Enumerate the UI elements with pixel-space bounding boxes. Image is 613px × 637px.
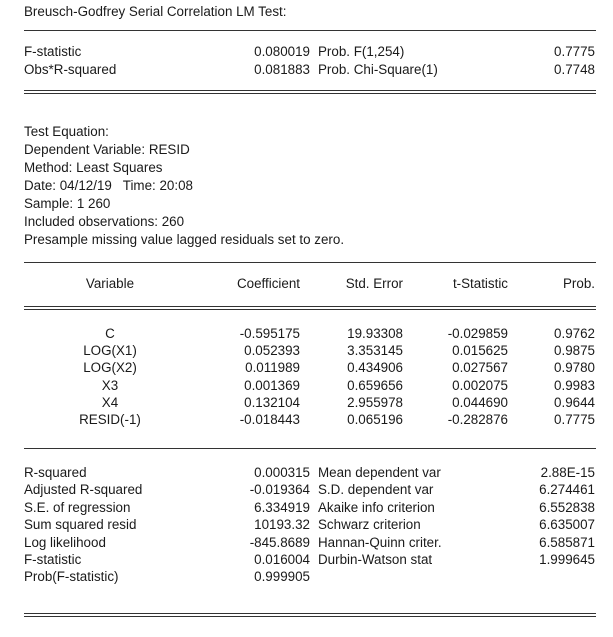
rule-table-top [24, 262, 596, 263]
cell-variable: LOG(X2) [83, 360, 137, 376]
cell-variable: RESID(-1) [79, 412, 141, 427]
cell-t-statistic: 0.027567 [452, 360, 508, 376]
header-t-statistic: t-Statistic [452, 276, 508, 291]
cell-std-error: 19.93308 [347, 326, 403, 341]
stat-label: F-statistic [24, 552, 82, 567]
cell-std-error: 0.659656 [347, 377, 403, 393]
info-line: Dependent Variable: RESID [24, 142, 190, 157]
info-line: Date: 04/12/19 Time: 20:08 [24, 178, 193, 193]
cell-std-error: 0.434906 [347, 360, 403, 376]
info-line: Presample missing value lagged residuals set to zero. [24, 232, 345, 247]
stat-label: Schwarz criterion [318, 517, 421, 533]
stat-label: S.E. of regression [24, 499, 131, 515]
cell-std-error: 2.955978 [347, 394, 403, 410]
header-prob: Prob. [562, 276, 595, 291]
summary-label: F-statistic [24, 44, 82, 59]
cell-t-statistic: -0.029859 [447, 326, 508, 341]
summary-value: 0.080019 [254, 44, 310, 59]
rule-header-end [24, 306, 596, 310]
summary-prob: 0.7748 [554, 62, 595, 77]
cell-t-statistic: 0.002075 [452, 377, 508, 393]
cell-t-statistic: -0.282876 [447, 412, 508, 427]
stat-value: 1.999645 [539, 552, 595, 567]
header-std-error: Std. Error [345, 276, 403, 291]
stat-value: 0.016004 [254, 552, 310, 567]
info-line: Sample: 1 260 [24, 196, 111, 211]
rule-bottom [24, 613, 596, 617]
header-coefficient: Coefficient [236, 276, 300, 291]
cell-coefficient: 0.052393 [244, 343, 300, 359]
cell-variable: C [105, 326, 115, 341]
cell-t-statistic: 0.044690 [452, 394, 508, 410]
info-line: Test Equation: [24, 124, 109, 139]
stat-label: Sum squared resid [24, 517, 137, 533]
cell-std-error: 3.353145 [347, 343, 403, 359]
stat-label: Log likelihood [24, 534, 106, 550]
cell-coefficient: 0.001369 [244, 377, 300, 393]
cell-variable: X4 [101, 394, 119, 410]
summary-label: Obs*R-squared [24, 62, 117, 77]
stat-label: Mean dependent var [318, 465, 441, 480]
stat-value: 10193.32 [254, 517, 310, 533]
cell-prob: 0.9983 [554, 377, 595, 393]
cell-prob: 0.9644 [554, 394, 595, 410]
stat-label: Hannan-Quinn criter. [318, 534, 442, 550]
cell-prob: 0.9875 [554, 343, 595, 359]
rule-top [24, 30, 596, 31]
stat-value: 6.585871 [539, 534, 595, 550]
cell-coefficient: -0.018443 [239, 412, 300, 427]
summary-prob: 0.7775 [554, 44, 595, 59]
stat-label: S.D. dependent var [318, 482, 434, 498]
rule-summary-end [24, 90, 596, 94]
cell-variable: X3 [101, 377, 119, 393]
cell-prob: 0.7775 [554, 412, 595, 427]
cell-coefficient: 0.132104 [244, 394, 300, 410]
stat-value: 2.88E-15 [540, 465, 595, 480]
stat-label: Prob(F-statistic) [24, 569, 119, 585]
stat-label: R-squared [24, 465, 87, 480]
rule-table-end [24, 448, 596, 449]
stat-value: 0.000315 [254, 465, 310, 480]
stat-label: Akaike info criterion [318, 499, 435, 515]
info-line: Method: Least Squares [24, 160, 163, 175]
cell-coefficient: -0.595175 [239, 326, 300, 341]
cell-variable: LOG(X1) [83, 343, 137, 359]
header-variable: Variable [85, 276, 135, 291]
info-line: Included observations: 260 [24, 214, 185, 229]
stat-value: 6.635007 [539, 517, 595, 533]
stat-value: 6.274461 [539, 482, 595, 498]
cell-coefficient: 0.011989 [245, 360, 300, 376]
stat-label: Adjusted R-squared [24, 482, 143, 498]
cell-prob: 0.9780 [554, 360, 595, 376]
stat-value: -845.8689 [249, 534, 310, 550]
stat-value: 6.334919 [254, 499, 310, 515]
cell-std-error: 0.065196 [347, 412, 403, 427]
stat-label: Durbin-Watson stat [318, 552, 433, 567]
test-title: Breusch-Godfrey Serial Correlation LM Test: [24, 4, 287, 19]
cell-prob: 0.9762 [554, 326, 595, 341]
summary-prob-label: Prob. F(1,254) [318, 44, 405, 59]
stat-value: -0.019364 [249, 482, 310, 498]
stat-value: 0.999905 [254, 569, 310, 585]
stat-value: 6.552838 [539, 499, 595, 515]
summary-prob-label: Prob. Chi-Square(1) [318, 62, 438, 77]
summary-value: 0.081883 [254, 62, 310, 77]
cell-t-statistic: 0.015625 [452, 343, 508, 359]
